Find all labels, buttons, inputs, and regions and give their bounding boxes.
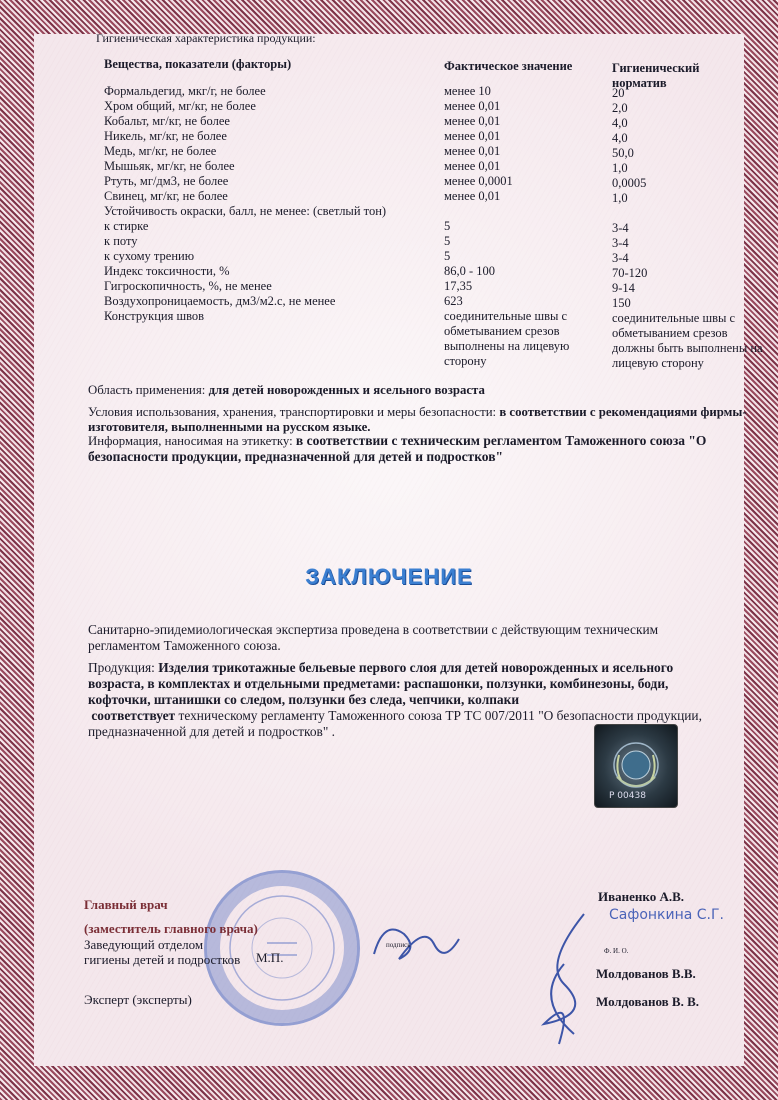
signer-stamp-name: Сафонкина С.Г. — [609, 907, 724, 923]
header-substances: Вещества, показатели (факторы) — [104, 57, 292, 71]
row-actual: 5 — [444, 249, 451, 263]
row-substance: Ртуть, мг/дм3, не более — [104, 174, 229, 188]
section-caption: Гигиеническая характеристика продукции: — [96, 31, 316, 45]
row-norm: 20 — [612, 86, 625, 100]
row-norm: 1,0 — [612, 161, 628, 175]
row-substance: Медь, мг/кг, не более — [104, 144, 217, 158]
row-substance: Воздухопроницаемость, дм3/м2.с, не менее — [104, 294, 336, 308]
signer-name-1: Иваненко А.В. — [598, 889, 685, 904]
row-norm: 70-120 — [612, 266, 648, 280]
seams-norm: соединительные швы с обметыванием срезов должны быть выполнены на лицевую сторону — [612, 311, 763, 370]
row-substance: Свинец, мг/кг, не более — [104, 189, 228, 203]
row-substance: к поту — [104, 234, 138, 248]
table-row — [104, 189, 778, 204]
row-actual: менее 0,0001 — [444, 174, 513, 188]
row-norm: 3-4 — [612, 251, 629, 265]
scope-line: Область применения: для детей новорожденных и ясельного возраста — [88, 383, 485, 397]
row-norm: 50,0 — [612, 146, 634, 160]
row-norm: 4,0 — [612, 131, 628, 145]
row-substance: Кобальт, мг/кг, не более — [104, 114, 230, 128]
podpis-label: подпись — [386, 941, 411, 949]
table-row — [104, 84, 778, 99]
row-actual: 17,35 — [444, 279, 473, 293]
header-actual: Фактическое значение — [444, 59, 573, 73]
signer-name-2: Молдованов В.В. — [596, 966, 696, 981]
row-substance: к сухому трению — [104, 249, 195, 263]
table-row — [104, 264, 778, 279]
row-actual: 5 — [444, 219, 451, 233]
row-norm: 0,0005 — [612, 176, 647, 190]
hologram-seal — [594, 724, 678, 808]
row-norm: 9-14 — [612, 281, 635, 295]
mp-label: М.П. — [256, 950, 284, 965]
table-row — [104, 174, 778, 189]
chief-doctor-label: Главный врач — [84, 897, 168, 912]
row-substance: к стирке — [104, 219, 149, 233]
row-substance: Мышьяк, мг/кг, не более — [104, 159, 235, 173]
row-actual: менее 0,01 — [444, 189, 501, 203]
signer-name-3: Молдованов В. В. — [596, 994, 700, 1009]
table-row — [104, 114, 778, 129]
row-substance: Индекс токсичности, % — [104, 264, 230, 278]
table-row — [104, 159, 778, 174]
table-row — [104, 129, 778, 144]
row-norm: 3-4 — [612, 236, 629, 250]
table-row — [104, 219, 778, 234]
table-row — [104, 144, 778, 159]
row-norm: 1,0 — [612, 191, 628, 205]
row-substance: Формальдегид, мкг/г, не более — [104, 84, 266, 98]
deputy-label: (заместитель главного врача) — [84, 921, 258, 936]
round-stamp — [204, 870, 360, 1026]
stamp-icon — [207, 873, 357, 1023]
table-row — [104, 234, 778, 249]
conclusion-title: ЗАКЛЮЧЕНИЕ — [305, 564, 473, 589]
row-norm: 4,0 — [612, 116, 628, 130]
head-of-dept-line1: Заведующий отделом — [84, 937, 204, 952]
experts-label: Эксперт (эксперты) — [84, 992, 192, 1007]
label-info: Информация, наносимая на этикетку: в соответствии с техническим регламентом Таможенного союза "О безопасности продукции, предназначенной для детей и подростков" — [88, 433, 707, 464]
row-actual: 86,0 - 100 — [444, 264, 496, 278]
row-actual: менее 0,01 — [444, 159, 501, 173]
expertise-text: Санитарно-эпидемиологическая экспертиза проведена в соответствии с действующим техническим регламентом Таможенного союза. — [88, 622, 659, 653]
row-norm: 3-4 — [612, 221, 629, 235]
table-row — [104, 294, 778, 309]
hologram-number: Р 00438 — [609, 791, 646, 801]
row-actual: 5 — [444, 234, 451, 248]
header-norm: Гигиенический норматив — [612, 61, 700, 90]
row-actual: 623 — [444, 294, 463, 308]
row-norm: 2,0 — [612, 101, 628, 115]
fio-label: Ф. И. О. — [604, 947, 629, 955]
row-substance: Устойчивость окраски, балл, не менее: (светлый тон) — [104, 204, 387, 218]
row-norm: 150 — [612, 296, 631, 310]
row-substance: Хром общий, мг/кг, не более — [104, 99, 256, 113]
row-actual: менее 0,01 — [444, 99, 501, 113]
seams-actual: соединительные швы с обметыванием срезов выполнены на лицевую сторону — [444, 309, 570, 368]
row-substance: Конструкция швов — [104, 309, 205, 323]
table-row — [104, 204, 778, 219]
row-substance: Никель, мг/кг, не более — [104, 129, 227, 143]
row-actual: менее 0,01 — [444, 114, 501, 128]
row-substance: Гигроскопичность, %, не менее — [104, 279, 272, 293]
row-actual: менее 0,01 — [444, 144, 501, 158]
product-block: Продукция: Изделия трикотажные бельевые первого слоя для детей новорожденных и ясельного возраста, в комплектах и отдельными предметами: распашонки, ползунки, комбинезоны, боди, кофточки, штанишки со следом, ползунки без следа, чепчики, колпаки соответствует техническому регламенту Таможенного союза ТР ТС 007/2011 "О безопасности продукции, предназначенной для детей и подростков" . — [88, 660, 702, 739]
row-actual: менее 10 — [444, 84, 491, 98]
table-row — [104, 249, 778, 264]
signature-scribble-1 — [364, 914, 474, 974]
conditions: Условия использования, хранения, транспортировки и меры безопасности: в соответствии с рекомендациями фирмы- изготовителя, выполненными на русском языке. — [88, 405, 747, 434]
head-of-dept-line2: гигиены детей и подростков — [84, 952, 241, 967]
table-row — [104, 99, 778, 114]
row-actual: менее 0,01 — [444, 129, 501, 143]
table-row — [104, 279, 778, 294]
certificate-body — [34, 31, 763, 1066]
